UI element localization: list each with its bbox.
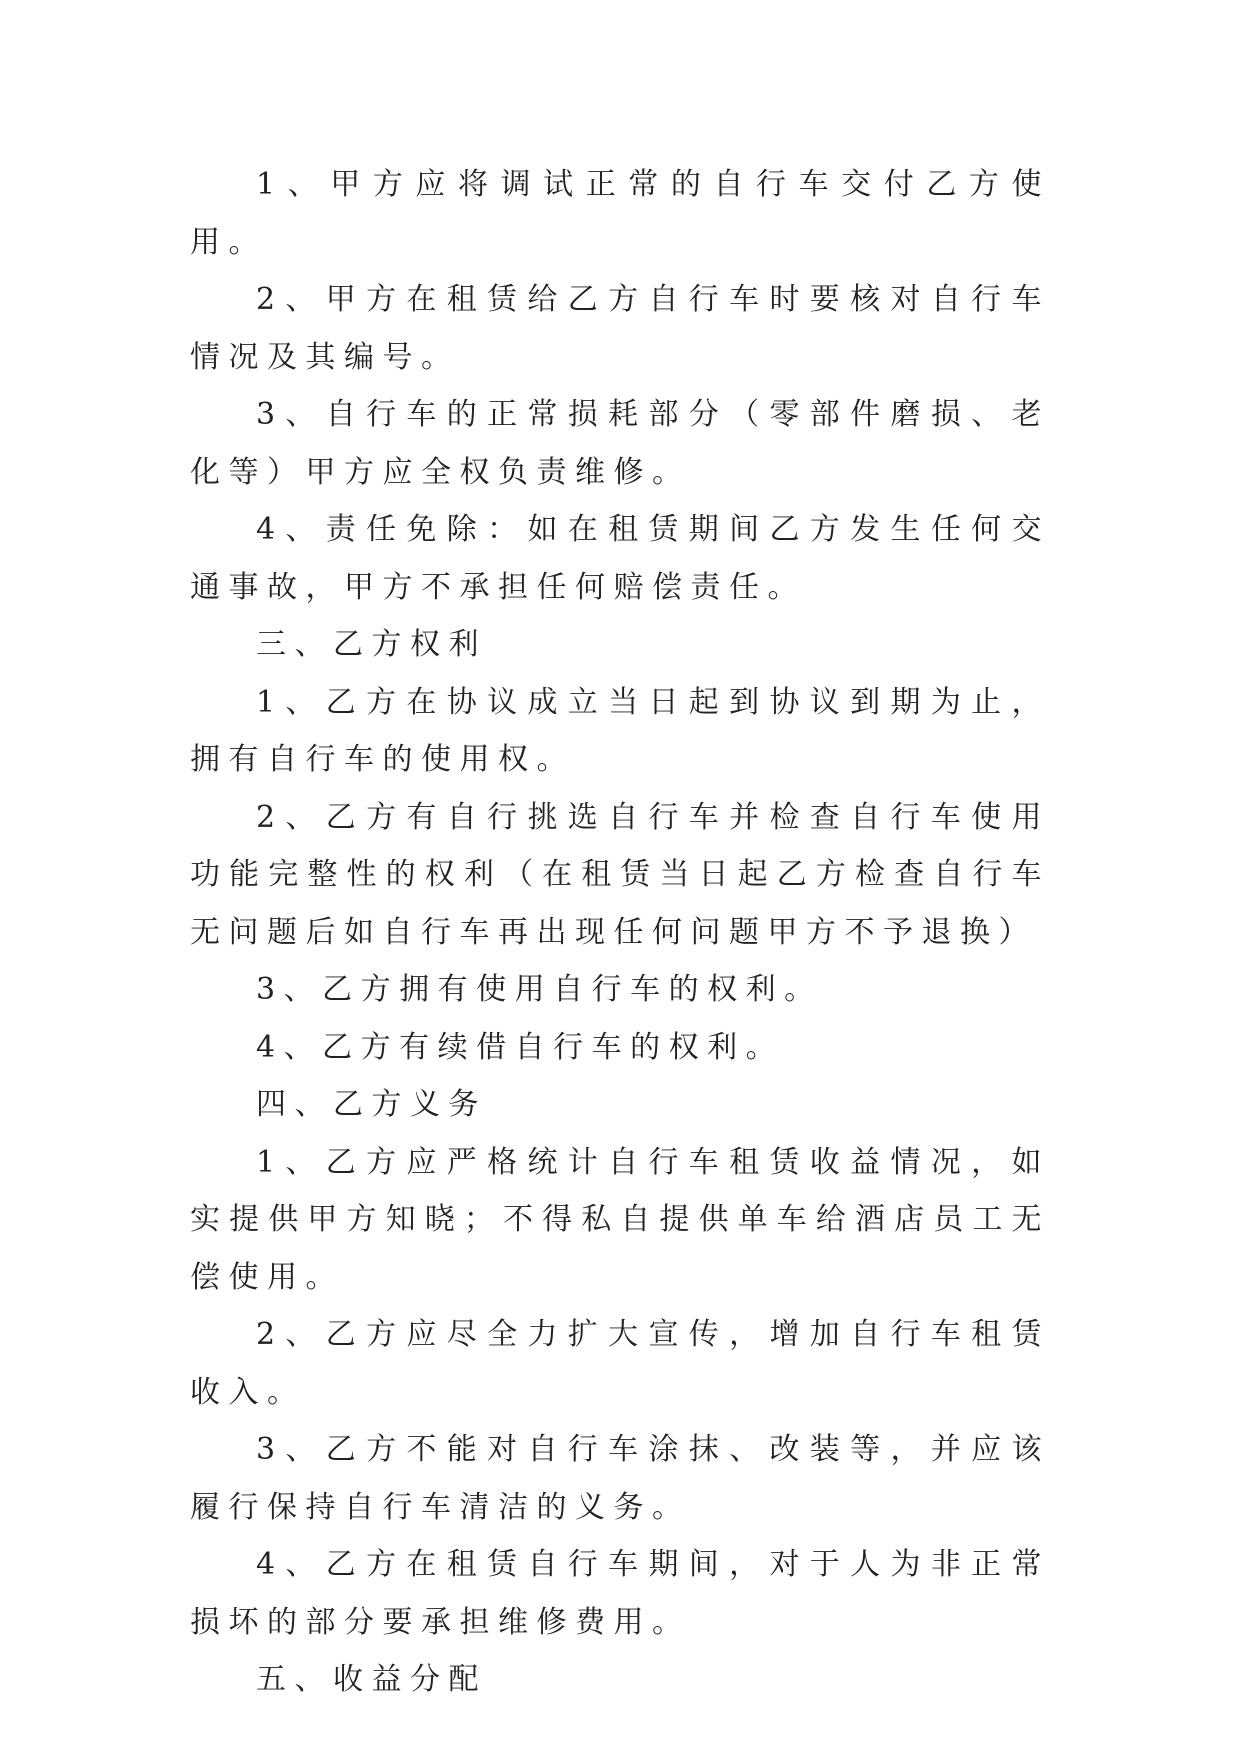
section-heading-lessee-obligations: 四、乙方义务 bbox=[256, 1087, 487, 1122]
section-heading-lessee-rights: 三、乙方权利 bbox=[256, 627, 487, 662]
paragraph-rights-1-usage-period: 1、乙方在协议成立当日起到协议到期为止，拥有自行车的使用权。 bbox=[190, 684, 1050, 777]
paragraph-clause-2-lessor-verify: 2、甲方在租赁给乙方自行车时要核对自行车情况及其编号。 bbox=[190, 282, 1050, 375]
section-heading-revenue-distribution: 五、收益分配 bbox=[256, 1662, 487, 1697]
paragraph-obligations-1-statistics: 1、乙方应严格统计自行车租赁收益情况，如实提供甲方知晓；不得私自提供单车给酒店员工无偿使用。 bbox=[190, 1144, 1050, 1295]
paragraph-obligations-2-promotion: 2、乙方应尽全力扩大宣传，增加自行车租赁收入。 bbox=[190, 1317, 1050, 1410]
paragraph-rights-3-use: 3、乙方拥有使用自行车的权利。 bbox=[256, 972, 823, 1007]
paragraph-obligations-3-no-modification: 3、乙方不能对自行车涂抹、改装等，并应该履行保持自行车清洁的义务。 bbox=[190, 1432, 1050, 1525]
paragraph-rights-2-inspection: 2、乙方有自行挑选自行车并检查自行车使用功能完整性的权利（在租赁当日起乙方检查自行车无问题后如自行车再出现任何问题甲方不予退换） bbox=[190, 799, 1050, 950]
paragraph-clause-4-liability-exemption: 4、责任免除：如在租赁期间乙方发生任何交通事故，甲方不承担任何赔偿责任。 bbox=[190, 512, 1050, 605]
paragraph-rights-4-renewal: 4、乙方有续借自行车的权利。 bbox=[256, 1029, 785, 1065]
paragraph-obligations-4-repair-costs: 4、乙方在租赁自行车期间，对于人为非正常损坏的部分要承担维修费用。 bbox=[190, 1547, 1050, 1640]
paragraph-clause-1-lessor-delivery: 1、甲方应将调试正常的自行车交付乙方使用。 bbox=[190, 167, 1050, 260]
document-body bbox=[190, 156, 1050, 1709]
paragraph-clause-3-lessor-maintenance: 3、自行车的正常损耗部分（零部件磨损、老化等）甲方应全权负责维修。 bbox=[190, 397, 1050, 490]
